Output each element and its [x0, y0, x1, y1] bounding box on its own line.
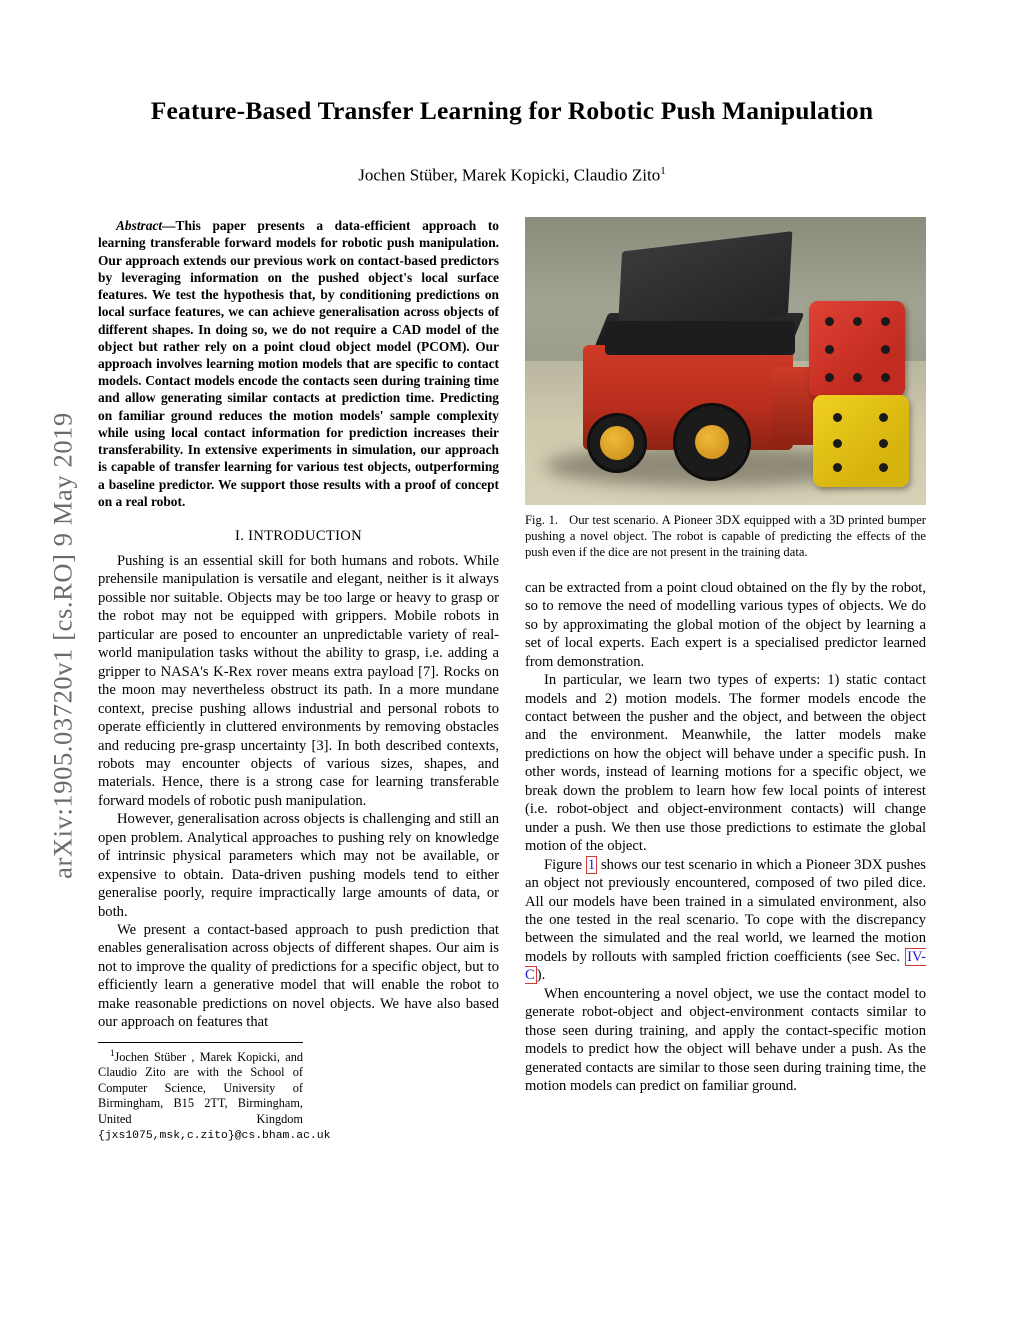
die-pip: [833, 413, 842, 422]
section-reference-link[interactable]: IV-C: [525, 948, 926, 984]
die-pip: [833, 463, 842, 472]
die-pip: [881, 373, 890, 382]
footnote: [98, 1047, 331, 1144]
figure-1-caption-text: Our test scenario. A Pioneer 3DX equipped with a 3D printed bumper pushing a novel object. The robot is capable of predicting the effects of the push even if the dice are not present in the training data.: [525, 513, 926, 559]
wheel-hub: [695, 425, 729, 459]
footnote-email: {jxs1075,msk,c.zito}@cs.bham.ac.uk: [98, 1130, 331, 1143]
right-column: [525, 217, 926, 1095]
figure-1-caption: [525, 513, 926, 561]
die-pip: [853, 373, 862, 382]
right-paragraph-2: In particular, we learn two types of experts: 1) static contact models and 2) motion models. The former models encode the contact between the pusher and the object, and between the object and the environment. Meanwhile, the latter models make predictions on how the object will behave under a specific push. In other words, instead of learning motions for a specific object, we break down the problem to learn how few local points of interest (i.e. robot-object and object-environment contacts) will change under a push. We then use those predictions to estimate the global motion of the object.: [525, 672, 926, 855]
robot-top-deck: [605, 321, 795, 355]
die-pip: [825, 317, 834, 326]
figure-reference-link[interactable]: 1: [587, 856, 596, 873]
two-column-body: [98, 217, 926, 1143]
die-pip: [853, 317, 862, 326]
die-pip: [833, 439, 842, 448]
figure-1-label: Fig. 1.: [525, 513, 559, 528]
die-red: [809, 301, 905, 397]
die-pip: [879, 439, 888, 448]
intro-paragraph-1: Pushing is an essential skill for both humans and robots. While prehensile manipulation is versatile and elegant, neither is it always possible nor suitable. Objects may be too large or heavy to grasp or the robot may not be equipped with grippers. Mobile robots in particular are posed to encounter an unpredictable variety of real-world manipulation tasks without the ability to grasp, i.e. adding a gripper to NASA's K-Rex rover means extra payload [7]. Rocks on the moon may nevertheless obstruct its path. In a more mundane context, precise pushing allows industrial and personal robots to operate efficiently in cluttered environments by removing obstacles and reducing pre-grasp uncertainty [3]. In both described contexts, robots may encounter objects of various sizes, shapes, and materials. Hence, there is a strong case for learning transferable forward models of robotic push manipulation.: [98, 552, 499, 809]
intro-paragraph-3: We present a contact-based approach to push prediction that enables generalisation across objects of different shapes. Our aim is not to improve the quality of predictions for a specific object, but to efficiently learn a generative model that will enable the robot to make reasonable predictions on novel objects. We have also based our approach on features that: [98, 922, 499, 1031]
die-pip: [881, 317, 890, 326]
right-paragraph-4: When encountering a novel object, we use the contact model to generate robot-object and object-environment contacts similar to those seen during training, and apply the contact-specific motion models to predict how the object will behave under a push. As the generated contacts are similar to those seen during training time, the motion models can predict on familiar ground.: [525, 985, 926, 1095]
section-heading-introduction: I. INTRODUCTION: [235, 527, 362, 544]
figure-1-photo: [525, 217, 926, 505]
arxiv-identifier-stamp: arXiv:1905.03720v1 [cs.RO] 9 May 2019: [47, 412, 78, 879]
abstract-label: Abstract—: [116, 218, 176, 234]
author-footnote-marker: 1: [660, 164, 666, 177]
footnote-marker: 1: [110, 1047, 115, 1058]
author-list: [98, 165, 926, 186]
paper-page: [98, 96, 926, 1144]
abstract-text: This paper presents a data-efficient approach to learning transferable forward models for robotic push manipulation. Our approach extends our previous work on contact-based predictors by leveraging information on the pushed object's local surface features. We test the hypothesis that, by conditioning predictions on local surface features, we can achieve generalisation across objects of different shapes. In doing so, we do not require a CAD model of the object but rather rely on a point cloud object model (PCOM). Our approach involves learning motion models that are specific to contact models. Contact models encode the contacts seen during training time and allow generating similar contacts at prediction time. Predicting on familiar ground reduces the motion models' sample complexity while using local contact information for prediction increases their transferability. In extensive experiments in simulation, our approach is capable of transfer learning for various test objects, outperforming a baseline predictor. We support those results with a proof of concept on a real robot.: [98, 218, 499, 509]
right-paragraph-3: Figure 1 shows our test scenario in which a Pioneer 3DX pushes an object not previously encountered, composed of two piled dice. All our models have been trained in a simulated environment, also the one tested in the real scenario. To cope with the discrepancy between the simulated and the real world, we learned the motion models by rollouts with sampled friction coefficients (see Sec. IV-C ).: [525, 856, 926, 984]
robot-rear-wheel: [587, 413, 647, 473]
wheel-hub: [600, 426, 634, 460]
figure-1: [525, 217, 926, 561]
die-yellow: [813, 395, 909, 487]
die-pip: [879, 413, 888, 422]
footnote-rule: [98, 1042, 331, 1144]
left-column: [98, 217, 499, 1143]
die-pip: [825, 345, 834, 354]
right-paragraph-1: can be extracted from a point cloud obtained on the fly by the robot, so to remove the need of modelling various types of objects. We do so by approximating the global motion of the object by learning a set of local experts. Each expert is a specialised predictor learned from demonstration.: [525, 579, 926, 670]
author-names: Jochen Stüber, Marek Kopicki, Claudio Zito: [358, 165, 661, 185]
robot-front-wheel: [673, 403, 751, 481]
footnote-text: Jochen Stüber , Marek Kopicki, and Claudio Zito are with the School of Computer Science, University of Birmingham, B15 2TT, Birmingham, United Kingdom: [98, 1049, 303, 1126]
page-title: Feature-Based Transfer Learning for Robotic Push Manipulation: [150, 96, 874, 125]
intro-paragraph-2: However, generalisation across objects is challenging and still an open problem. Analytical approaches to pushing rely on knowledge of intrinsic physical parameters which may not be available, or expensive to obtain. Data-driven pushing models tend to either generalise poorly, require impractically large amounts of data, or both.: [98, 811, 499, 920]
abstract: [98, 217, 499, 510]
die-pip: [825, 373, 834, 382]
die-pip: [879, 463, 888, 472]
die-pip: [881, 345, 890, 354]
